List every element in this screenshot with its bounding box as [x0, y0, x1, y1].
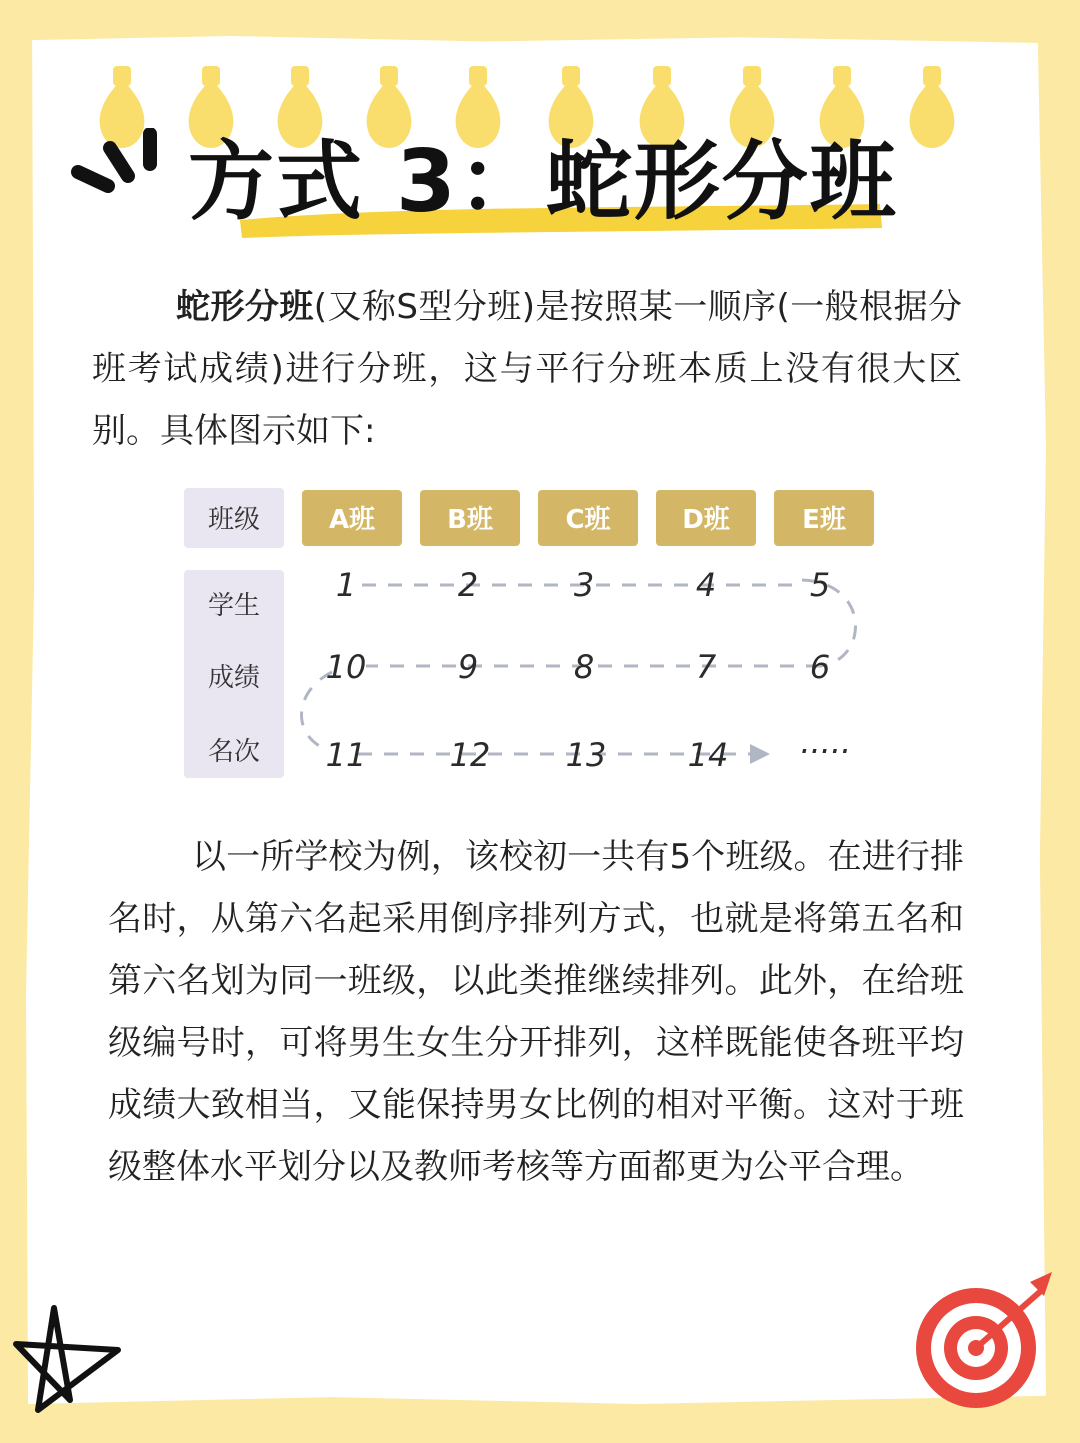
- rank-cell: 3: [573, 566, 595, 604]
- rank-cell: 7: [695, 648, 717, 686]
- body-paragraph: 以一所学校为例，该校初一共有5个班级。在进行排名时，从第六名起采用倒序排列方式，也就是将第五名和第六名划为同一班级，以此类推继续排列。此外，在给班级编号时，可将男生女生分开排列，这样既能使各班平均成绩大致相当，又能保持男女比例的相对平衡。这对于班级整体水平划分以及教师考核等方面都更为公平合理。: [108, 837, 964, 1187]
- rank-numbers: [326, 566, 850, 774]
- side-label-rank: 名次: [207, 737, 261, 767]
- rank-cell: 1: [335, 566, 357, 604]
- rank-cell: 6: [809, 648, 831, 686]
- burst-lines-icon: [78, 134, 150, 186]
- rank-cell: 14: [687, 736, 729, 774]
- intro-text: (又称S型分班)是按照某一顺序(一般根据分班考试成绩)进行分班，这与平行分班本质上没有很大区别。具体图示如下:: [92, 287, 963, 451]
- title-block: [70, 128, 970, 248]
- header-label: 班级: [207, 505, 261, 535]
- class-header-a: A班: [328, 505, 376, 535]
- class-header-b: B班: [447, 505, 493, 535]
- intro-paragraph: [92, 276, 962, 462]
- arrow-head-icon: [750, 744, 770, 764]
- class-headers: [302, 490, 874, 546]
- rank-cell: 12: [449, 736, 491, 774]
- rank-cell: 8: [573, 648, 595, 686]
- rank-cell: 4: [695, 566, 717, 604]
- rank-cell: 10: [325, 648, 367, 686]
- star-icon: [8, 1300, 128, 1420]
- ellipsis-cell: ·····: [798, 732, 850, 770]
- class-header-e: E班: [802, 505, 846, 535]
- rank-cell: 9: [457, 648, 479, 686]
- rank-cell: 13: [565, 736, 607, 774]
- snake-diagram: [180, 482, 900, 792]
- rank-cell: 5: [809, 566, 831, 604]
- target-icon: [910, 1268, 1060, 1418]
- intro-keyword: 蛇形分班: [176, 287, 314, 327]
- side-label-student: 学生: [207, 591, 261, 621]
- rank-cell: 11: [325, 736, 367, 774]
- class-header-d: D班: [682, 505, 730, 535]
- page-title: 方式 3：蛇形分班: [188, 132, 898, 232]
- rank-cell: 2: [457, 566, 479, 604]
- side-label-score: 成绩: [207, 663, 261, 693]
- class-header-c: C班: [565, 505, 611, 535]
